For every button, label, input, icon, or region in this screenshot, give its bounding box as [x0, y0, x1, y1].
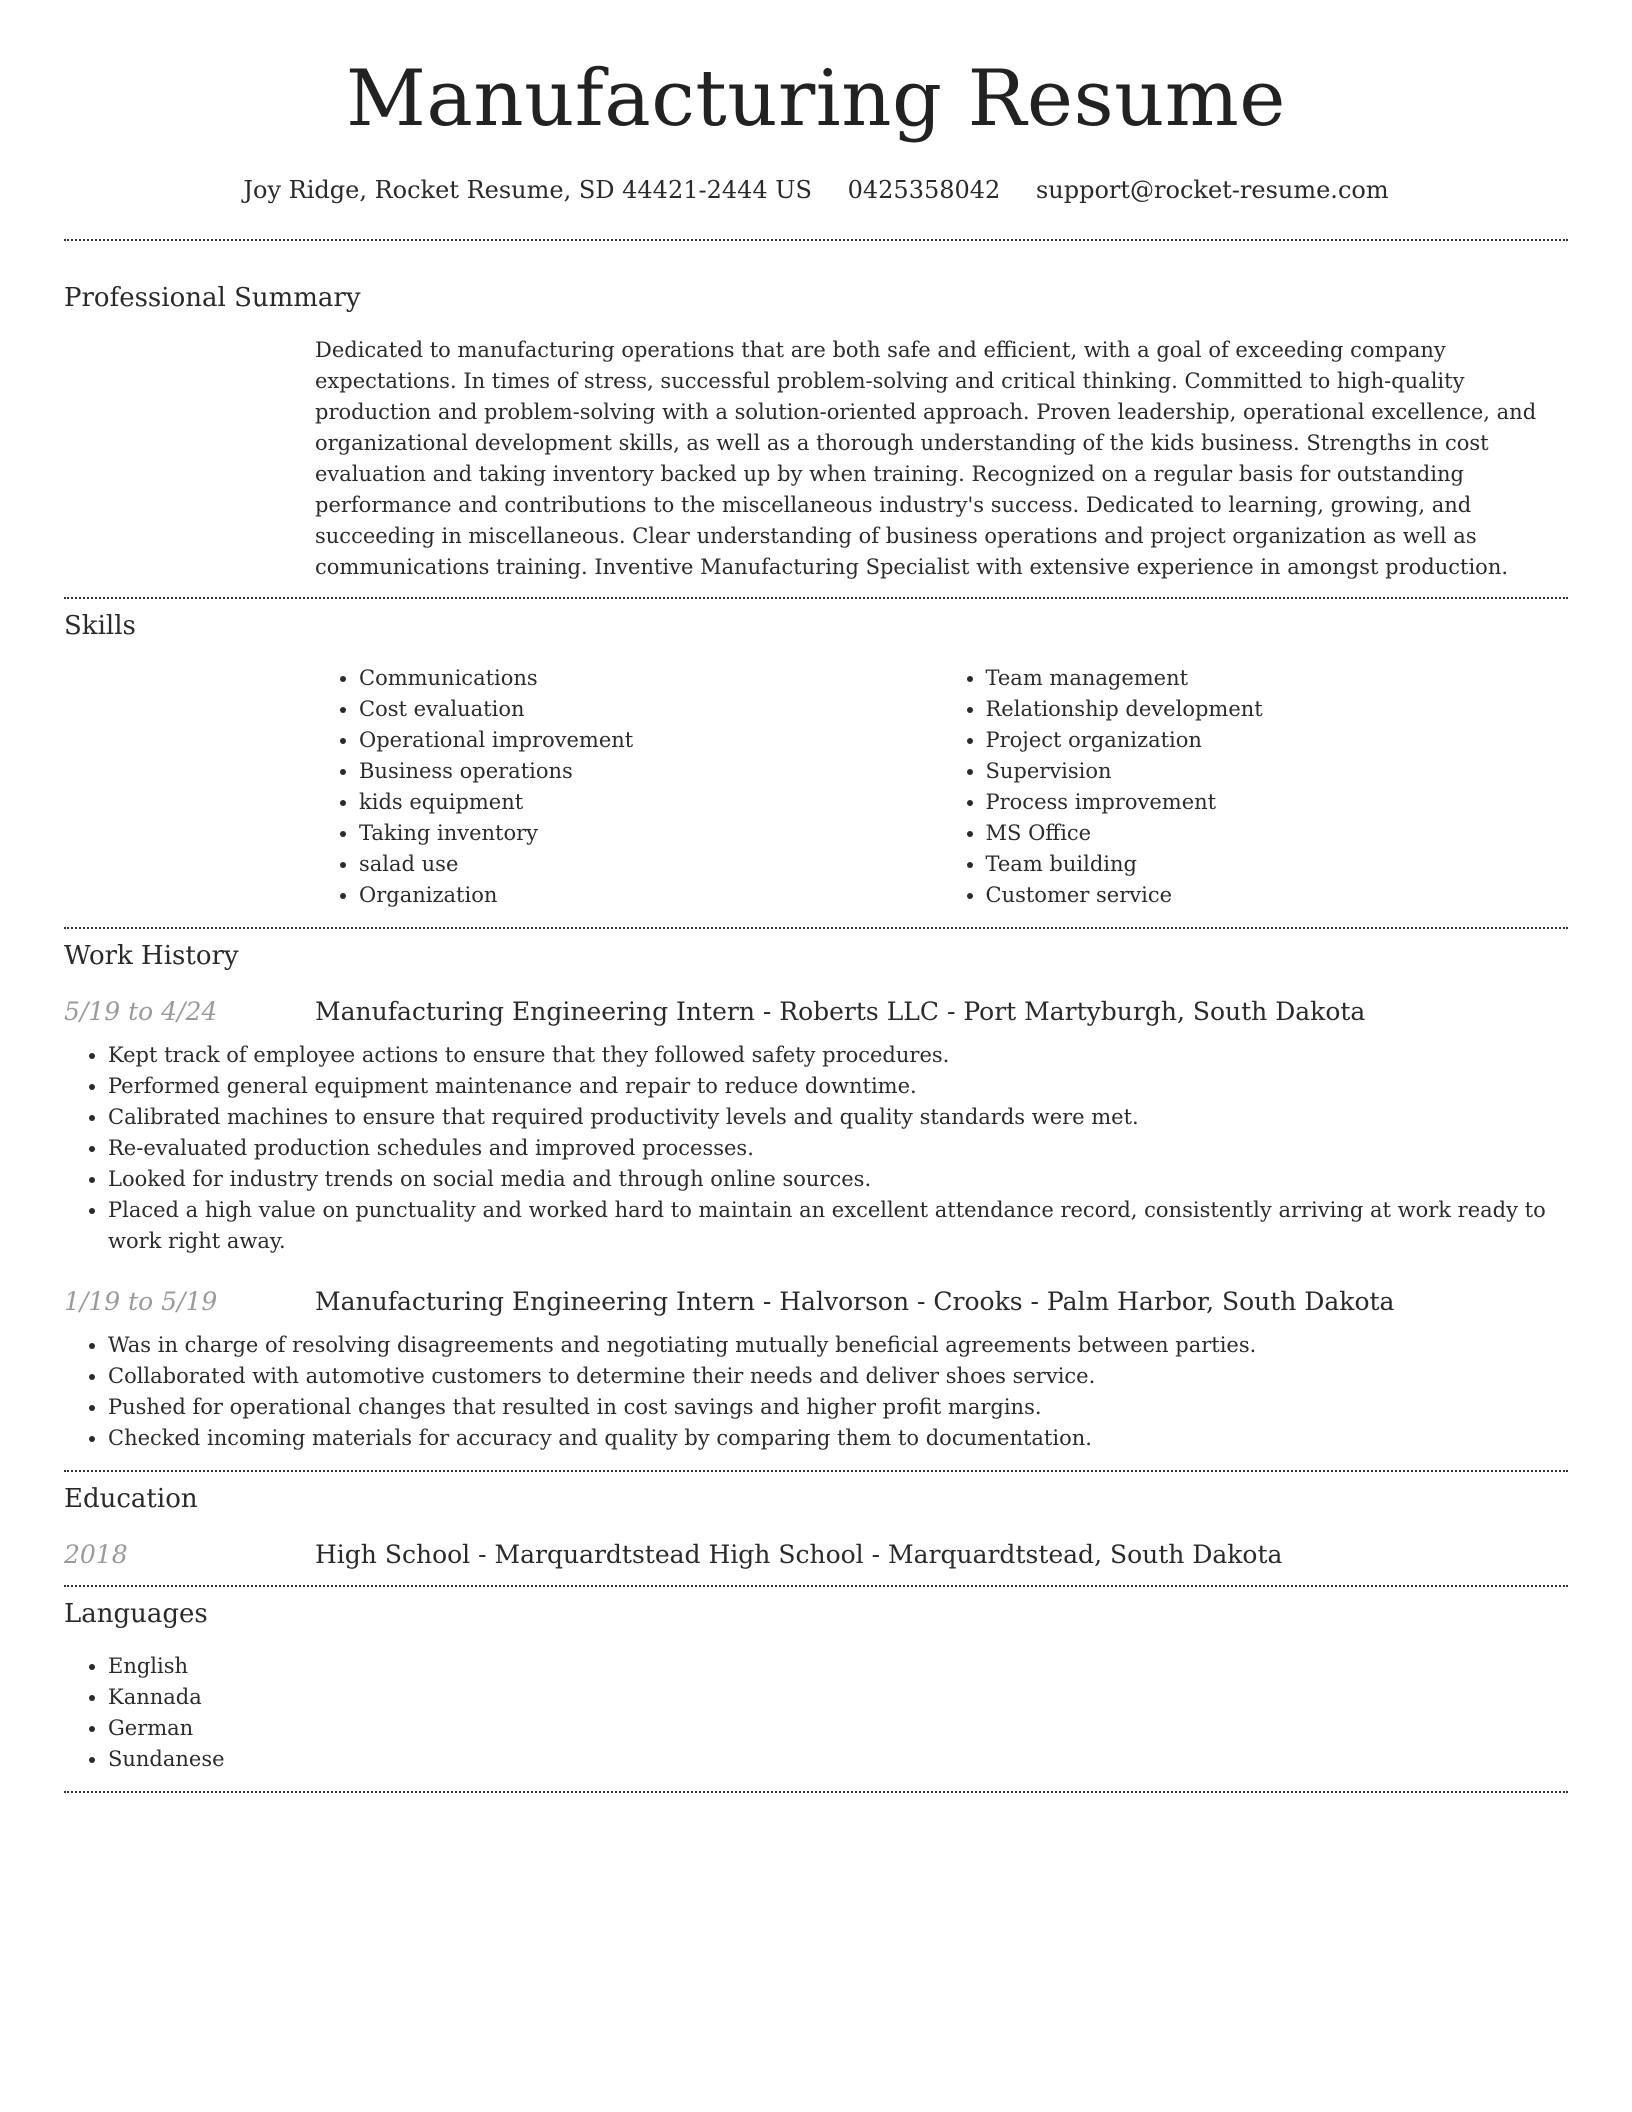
contact-phone: 0425358042	[847, 176, 1001, 204]
job-title: Manufacturing Engineering Intern - Roberts LLC - Port Martyburgh, South Dakota	[315, 996, 1366, 1026]
contact-address: Joy Ridge, Rocket Resume, SD 44421-2444 US	[243, 176, 812, 204]
job-dates: 5/19 to 4/24	[64, 996, 218, 1026]
skills-section	[64, 599, 1568, 911]
skill-item: • salad use	[359, 849, 942, 880]
skill-item: • MS Office	[986, 818, 1569, 849]
job-bullet: • Placed a high value on punctuality and worked hard to maintain an excellent attendance record, consistently arriving at work ready to work right away.	[108, 1195, 1568, 1257]
job-bullet: • Re-evaluated production schedules and improved processes.	[108, 1133, 1568, 1164]
job-bullet: • Pushed for operational changes that resulted in cost savings and higher profit margins.	[108, 1392, 1568, 1423]
skill-item: • Project organization	[986, 725, 1569, 756]
education-detail: High School - Marquardtstead High School - Marquardtstead, South Dakota	[315, 1539, 1283, 1569]
job-title: Manufacturing Engineering Intern - Halvorson - Crooks - Palm Harbor, South Dakota	[315, 1286, 1395, 1316]
education-year: 2018	[64, 1539, 128, 1569]
job-entry	[64, 1287, 1568, 1454]
job-header	[64, 997, 1568, 1026]
skill-item: • Organization	[359, 880, 942, 911]
skill-item: • Relationship development	[986, 694, 1569, 725]
section-heading-skills: Skills	[64, 610, 136, 641]
divider	[64, 1791, 1568, 1793]
skill-item: • Process improvement	[986, 787, 1569, 818]
resume-title: Manufacturing Resume	[346, 54, 1286, 144]
language-item: • English	[108, 1651, 1568, 1682]
job-bullet: • Looked for industry trends on social media and through online sources.	[108, 1164, 1568, 1195]
language-item: • Kannada	[108, 1682, 1568, 1713]
job-entry	[64, 997, 1568, 1257]
job-bullet: • Performed general equipment maintenance and repair to reduce downtime.	[108, 1071, 1568, 1102]
skill-item: • Business operations	[359, 756, 942, 787]
education-entry	[64, 1540, 1568, 1569]
skills-list-left	[315, 663, 942, 911]
skills-columns	[315, 663, 1568, 911]
job-dates: 1/19 to 5/19	[64, 1286, 218, 1316]
section-heading-summary: Professional Summary	[64, 282, 361, 313]
skill-item: • kids equipment	[359, 787, 942, 818]
job-header	[64, 1287, 1568, 1316]
job-bullet: • Kept track of employee actions to ensure that they followed safety procedures.	[108, 1040, 1568, 1071]
section-heading-languages: Languages	[64, 1598, 208, 1629]
section-heading-education: Education	[64, 1483, 198, 1514]
work-section	[64, 929, 1568, 1454]
job-bullet: • Calibrated machines to ensure that required productivity levels and quality standards were met.	[108, 1102, 1568, 1133]
job-bullets	[64, 1040, 1568, 1257]
summary-text: Dedicated to manufacturing operations that are both safe and efficient, with a goal of exceeding company expectations. In times of stress, successful problem-solving and critical thinking. Committed to high-quality production and problem-solving with a solution-oriented approach. Proven leadership, operational excellence, and organizational development skills, as well as a thorough understanding of the kids business. Strengths in cost evaluation and taking inventory backed up by when training. Recognized on a regular basis for outstanding performance and contributions to the miscellaneous industry's success. Dedicated to learning, growing, and succeeding in miscellaneous. Clear understanding of business operations and project organization as well as communications training. Inventive Manufacturing Specialist with extensive experience in amongst production.	[315, 337, 1537, 579]
language-item: • German	[108, 1713, 1568, 1744]
summary-section	[64, 241, 1568, 583]
languages-section	[64, 1587, 1568, 1775]
resume-page	[64, 0, 1568, 1793]
skill-item: • Team management	[986, 663, 1569, 694]
skill-item: • Team building	[986, 849, 1569, 880]
education-section	[64, 1472, 1568, 1569]
job-bullets	[64, 1330, 1568, 1454]
skill-item: • Supervision	[986, 756, 1569, 787]
skill-item: • Customer service	[986, 880, 1569, 911]
job-bullet: • Was in charge of resolving disagreements and negotiating mutually beneficial agreements between parties.	[108, 1330, 1568, 1361]
job-bullet: • Checked incoming materials for accuracy and quality by comparing them to documentation.	[108, 1423, 1568, 1454]
section-heading-work: Work History	[64, 940, 239, 971]
skill-item: • Operational improvement	[359, 725, 942, 756]
skills-list-right	[942, 663, 1569, 911]
skill-item: • Taking inventory	[359, 818, 942, 849]
contact-email: support@rocket-resume.com	[1035, 176, 1389, 204]
skill-item: • Communications	[359, 663, 942, 694]
contact-line	[64, 176, 1568, 205]
skill-item: • Cost evaluation	[359, 694, 942, 725]
language-item: • Sundanese	[108, 1744, 1568, 1775]
job-bullet: • Collaborated with automotive customers to determine their needs and deliver shoes service.	[108, 1361, 1568, 1392]
languages-list	[64, 1651, 1568, 1775]
